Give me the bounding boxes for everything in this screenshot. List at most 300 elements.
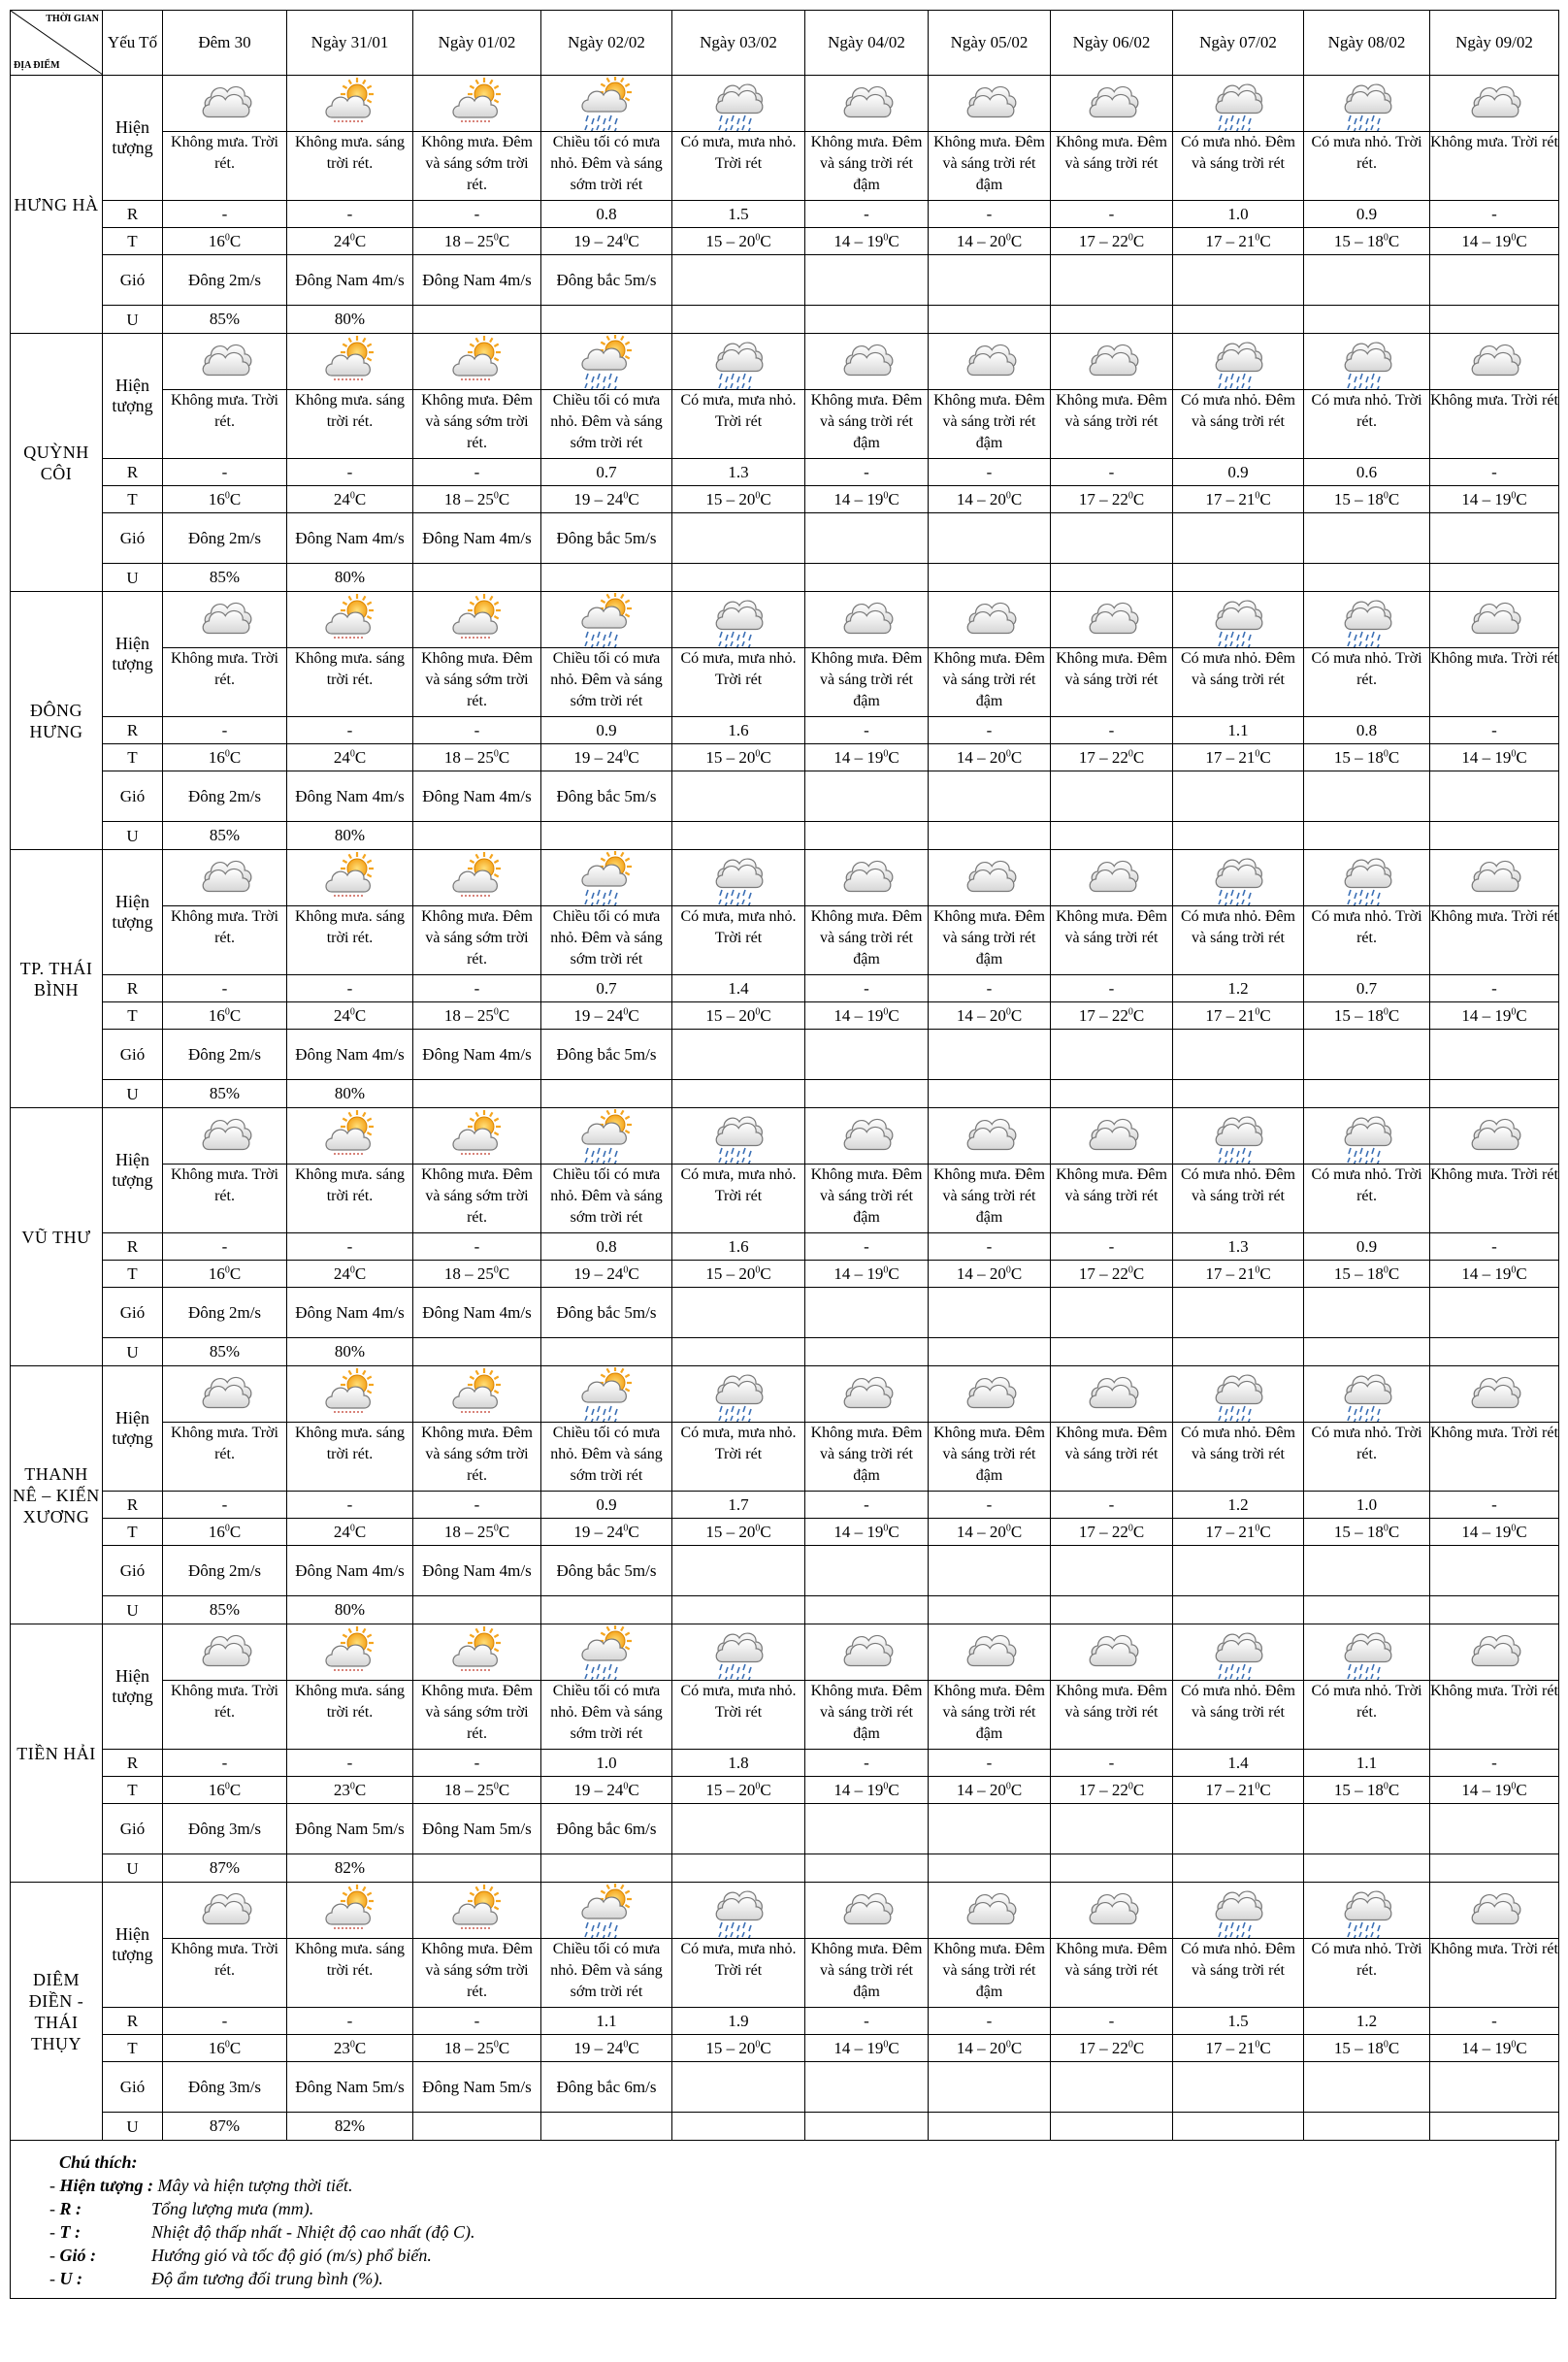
partly-sunny-icon — [287, 334, 413, 390]
wind-value — [929, 2062, 1051, 2113]
rain-cloud-icon — [672, 592, 805, 648]
degree-mark: 0 — [349, 1780, 355, 1791]
degree-mark: 0 — [1255, 1005, 1260, 1017]
element-humidity-label: U — [103, 2113, 163, 2141]
temperature-unit: C — [229, 1263, 242, 1283]
cloudy-icon — [163, 1108, 287, 1165]
element-phenomenon-label: Hiện tượng — [103, 850, 163, 975]
temperature-unit: C — [888, 2038, 899, 2057]
wind-value — [805, 1288, 929, 1338]
rain-value: - — [163, 2008, 287, 2035]
humidity-value: 87% — [163, 1854, 287, 1883]
temperature-range: 19 – 24 — [573, 231, 624, 250]
weather-description: Chiều tối có mưa nhỏ. Đêm và sáng sớm trời rét — [541, 1939, 672, 2008]
humidity-value — [413, 1080, 541, 1108]
temperature-range: 16 — [208, 489, 225, 508]
rain-value: - — [1051, 2008, 1173, 2035]
sun-rain-icon — [541, 1883, 672, 1939]
element-wind-label: Gió — [103, 1546, 163, 1596]
temperature-value — [805, 1002, 929, 1030]
weather-description: Không mưa. Đêm và sáng trời rét đậm — [929, 1423, 1051, 1492]
rain-cloud-icon — [672, 334, 805, 390]
wind-value: Đông Nam 5m/s — [287, 2062, 413, 2113]
weather-description: Không mưa. Đêm và sáng trời rét — [1051, 906, 1173, 975]
wind-value — [1430, 1804, 1559, 1854]
weather-description: Không mưa. Đêm và sáng trời rét — [1051, 1165, 1173, 1233]
temperature-range: 14 – 20 — [956, 747, 1006, 767]
temperature-row — [11, 228, 1559, 255]
weather-description: Không mưa. Đêm và sáng sớm trời rét. — [413, 1939, 541, 2008]
humidity-value — [1173, 306, 1304, 334]
temperature-range: 17 – 22 — [1078, 747, 1128, 767]
rain-cloud-icon — [1173, 76, 1304, 132]
temperature-range: 14 – 19 — [833, 1780, 884, 1799]
wind-row — [11, 1288, 1559, 1338]
cloudy-icon — [1051, 592, 1173, 648]
location-name: ĐÔNG HƯNG — [11, 592, 103, 850]
temperature-unit: C — [1010, 1263, 1023, 1283]
wind-value: Đông 2m/s — [163, 771, 287, 822]
sun-rain-icon — [541, 592, 672, 648]
humidity-value — [1051, 306, 1173, 334]
temperature-range: 15 – 18 — [1333, 489, 1384, 508]
temperature-value — [163, 1261, 287, 1288]
degree-mark: 0 — [1383, 1263, 1388, 1275]
note-item: - Gió : Hướng gió và tốc độ gió (m/s) phổ biến. — [49, 2246, 432, 2265]
weather-description: Không mưa. sáng trời rét. — [287, 390, 413, 459]
wind-row — [11, 2062, 1559, 2113]
temperature-unit: C — [760, 1522, 771, 1541]
weather-description: Không mưa. Đêm và sáng sớm trời rét. — [413, 1423, 541, 1492]
temperature-value — [1051, 1519, 1173, 1546]
temperature-value — [1304, 744, 1430, 771]
cloudy-icon — [929, 850, 1051, 906]
humidity-value — [805, 306, 929, 334]
temperature-value — [1304, 1777, 1430, 1804]
element-phenomenon-label: Hiện tượng — [103, 1366, 163, 1492]
temperature-unit: C — [354, 2038, 367, 2057]
temperature-unit: C — [888, 1522, 899, 1541]
weather-description: Không mưa. Trời rét — [1430, 1939, 1559, 2008]
temperature-unit: C — [354, 1263, 367, 1283]
rain-value: - — [805, 717, 929, 744]
degree-mark: 0 — [1127, 2038, 1133, 2050]
rain-row — [11, 1492, 1559, 1519]
weather-description: Không mưa. Đêm và sáng trời rét đậm — [929, 132, 1051, 201]
rain-value: 1.6 — [672, 1233, 805, 1261]
rain-value: - — [1051, 975, 1173, 1002]
degree-mark: 0 — [883, 489, 889, 501]
rain-value: - — [287, 717, 413, 744]
weather-description: Chiều tối có mưa nhỏ. Đêm và sáng sớm trời rét — [541, 132, 672, 201]
rain-value: - — [163, 717, 287, 744]
temperature-range: 24 — [333, 747, 350, 767]
weather-description: Không mưa. Trời rét. — [163, 132, 287, 201]
temperature-unit: C — [1132, 1522, 1145, 1541]
weather-description: Không mưa. Đêm và sáng sớm trời rét. — [413, 906, 541, 975]
weather-description: Không mưa. Đêm và sáng trời rét đậm — [805, 1939, 929, 2008]
degree-mark: 0 — [623, 489, 629, 501]
cloudy-icon — [805, 1366, 929, 1423]
weather-description: Có mưa nhỏ. Đêm và sáng trời rét — [1173, 1165, 1304, 1233]
weather-description: Không mưa. Trời rét — [1430, 1681, 1559, 1750]
temperature-unit: C — [1388, 1780, 1400, 1799]
temperature-unit: C — [1516, 747, 1527, 767]
location-block-row — [11, 850, 1559, 906]
weather-description: Không mưa. Trời rét. — [163, 906, 287, 975]
wind-value: Đông Nam 4m/s — [413, 255, 541, 306]
element-rain-label: R — [103, 1492, 163, 1519]
wind-value — [1304, 255, 1430, 306]
humidity-value — [929, 2113, 1051, 2141]
temperature-value — [929, 744, 1051, 771]
rain-value: - — [805, 201, 929, 228]
cloudy-icon — [805, 592, 929, 648]
temperature-value — [163, 2035, 287, 2062]
humidity-value — [541, 2113, 672, 2141]
humidity-value — [413, 564, 541, 592]
temperature-range: 14 – 20 — [956, 1263, 1006, 1283]
degree-mark: 0 — [883, 1780, 889, 1791]
wind-value — [1173, 255, 1304, 306]
rain-value: - — [1051, 201, 1173, 228]
temperature-range: 14 – 19 — [1461, 1263, 1512, 1283]
description-row — [11, 1681, 1559, 1750]
rain-value: - — [287, 2008, 413, 2035]
temperature-unit: C — [888, 1005, 899, 1025]
temperature-unit: C — [354, 747, 367, 767]
cloudy-icon — [1430, 76, 1559, 132]
rain-value: 1.3 — [1173, 1233, 1304, 1261]
degree-mark: 0 — [755, 2038, 761, 2050]
temperature-value — [163, 744, 287, 771]
wind-value — [672, 1288, 805, 1338]
degree-mark: 0 — [1005, 747, 1011, 759]
temperature-row — [11, 1002, 1559, 1030]
weather-description: Không mưa. Đêm và sáng trời rét đậm — [929, 390, 1051, 459]
wind-value: Đông Nam 5m/s — [287, 1804, 413, 1854]
temperature-range: 14 – 19 — [1461, 1780, 1512, 1799]
humidity-value — [929, 822, 1051, 850]
temperature-range: 17 – 21 — [1205, 231, 1256, 250]
temperature-range: 14 – 19 — [833, 1522, 884, 1541]
temperature-range: 17 – 21 — [1205, 2038, 1256, 2057]
wind-value — [1304, 513, 1430, 564]
rain-row — [11, 2008, 1559, 2035]
humidity-value — [1051, 2113, 1173, 2141]
weather-description: Có mưa, mưa nhỏ. Trời rét — [672, 648, 805, 717]
temperature-value — [929, 1777, 1051, 1804]
humidity-row — [11, 1338, 1559, 1366]
humidity-value — [1430, 1854, 1559, 1883]
rain-value: - — [1430, 459, 1559, 486]
rain-value: 1.4 — [1173, 1750, 1304, 1777]
rain-cloud-icon — [672, 1624, 805, 1681]
cloudy-icon — [1051, 334, 1173, 390]
wind-value: Đông 3m/s — [163, 1804, 287, 1854]
rain-value: - — [929, 1750, 1051, 1777]
element-wind-label: Gió — [103, 255, 163, 306]
element-wind-label: Gió — [103, 771, 163, 822]
humidity-value: 85% — [163, 1080, 287, 1108]
rain-value: - — [1430, 2008, 1559, 2035]
temperature-unit: C — [354, 1005, 367, 1025]
rain-cloud-icon — [1304, 592, 1430, 648]
humidity-value — [541, 564, 672, 592]
temperature-range: 14 – 20 — [956, 1522, 1006, 1541]
temperature-value — [541, 1777, 672, 1804]
temperature-unit: C — [1388, 1263, 1400, 1283]
rain-value: - — [929, 717, 1051, 744]
temperature-range: 19 – 24 — [573, 1522, 624, 1541]
humidity-value — [541, 822, 672, 850]
temperature-unit: C — [1259, 2038, 1271, 2057]
weather-description: Không mưa. Đêm và sáng sớm trời rét. — [413, 1681, 541, 1750]
temperature-range: 14 – 19 — [1461, 489, 1512, 508]
temperature-unit: C — [229, 1522, 242, 1541]
humidity-value — [929, 1596, 1051, 1624]
degree-mark: 0 — [755, 1522, 761, 1533]
temperature-unit: C — [1259, 489, 1271, 508]
wind-value — [1051, 1288, 1173, 1338]
temperature-value — [1051, 486, 1173, 513]
wind-value — [672, 2062, 805, 2113]
rain-row — [11, 975, 1559, 1002]
element-wind-label: Gió — [103, 1030, 163, 1080]
rain-value: - — [805, 2008, 929, 2035]
temperature-value — [1051, 1777, 1173, 1804]
temperature-unit: C — [1259, 1005, 1271, 1025]
humidity-value — [1430, 822, 1559, 850]
temperature-value — [672, 1261, 805, 1288]
wind-value: Đông Nam 4m/s — [413, 513, 541, 564]
rain-value: 0.9 — [541, 1492, 672, 1519]
humidity-value — [413, 306, 541, 334]
wind-value: Đông 2m/s — [163, 1546, 287, 1596]
degree-mark: 0 — [623, 1780, 629, 1791]
cloudy-icon — [929, 1366, 1051, 1423]
location-name: TIỀN HẢI — [11, 1624, 103, 1883]
temperature-row — [11, 1777, 1559, 1804]
weather-description: Không mưa. sáng trời rét. — [287, 906, 413, 975]
degree-mark: 0 — [755, 489, 761, 501]
temperature-unit: C — [1010, 489, 1023, 508]
element-humidity-label: U — [103, 1854, 163, 1883]
temperature-range: 19 – 24 — [573, 2038, 624, 2057]
humidity-row — [11, 2113, 1559, 2141]
temperature-range: 17 – 22 — [1078, 2038, 1128, 2057]
cloudy-icon — [805, 1624, 929, 1681]
weather-description: Có mưa nhỏ. Đêm và sáng trời rét — [1173, 1423, 1304, 1492]
wind-value — [1304, 771, 1430, 822]
rain-value: - — [1430, 717, 1559, 744]
wind-value — [1051, 513, 1173, 564]
cloudy-icon — [1430, 1624, 1559, 1681]
degree-mark: 0 — [623, 2038, 629, 2050]
rain-value: - — [413, 717, 541, 744]
rain-value: - — [929, 459, 1051, 486]
temperature-value — [672, 1519, 805, 1546]
degree-mark: 0 — [1255, 1780, 1260, 1791]
temperature-unit: C — [760, 1263, 771, 1283]
humidity-value — [1051, 564, 1173, 592]
weather-description: Có mưa nhỏ. Trời rét. — [1304, 1423, 1430, 1492]
temperature-range: 14 – 19 — [833, 489, 884, 508]
humidity-row — [11, 1080, 1559, 1108]
cloudy-icon — [163, 850, 287, 906]
temperature-row — [11, 1519, 1559, 1546]
temperature-value — [1173, 1261, 1304, 1288]
degree-mark: 0 — [224, 1263, 230, 1275]
partly-sunny-icon — [413, 850, 541, 906]
note-text: Nhiệt độ thấp nhất - Nhiệt độ cao nhất (độ C). — [151, 2222, 475, 2242]
temperature-unit: C — [1388, 1522, 1400, 1541]
wind-value — [1304, 1030, 1430, 1080]
cloudy-icon — [1430, 1883, 1559, 1939]
rain-cloud-icon — [1304, 334, 1430, 390]
weather-description: Có mưa nhỏ. Đêm và sáng trời rét — [1173, 390, 1304, 459]
humidity-value — [1051, 1080, 1173, 1108]
rain-cloud-icon — [1304, 1624, 1430, 1681]
degree-mark: 0 — [1255, 1263, 1260, 1275]
humidity-value — [1173, 822, 1304, 850]
temperature-value — [287, 1002, 413, 1030]
wind-value: Đông Nam 5m/s — [413, 1804, 541, 1854]
rain-value: - — [163, 201, 287, 228]
temperature-unit: C — [1259, 231, 1271, 250]
temperature-value — [287, 2035, 413, 2062]
temperature-unit: C — [1259, 1263, 1271, 1283]
temperature-unit: C — [628, 747, 639, 767]
wind-value — [929, 255, 1051, 306]
temperature-value — [929, 1002, 1051, 1030]
degree-mark: 0 — [224, 231, 230, 243]
temperature-unit: C — [1259, 1522, 1271, 1541]
temperature-range: 24 — [333, 1263, 350, 1283]
weather-description: Chiều tối có mưa nhỏ. Đêm và sáng sớm trời rét — [541, 390, 672, 459]
rain-value: - — [929, 1492, 1051, 1519]
humidity-value — [1430, 1080, 1559, 1108]
rain-row — [11, 1750, 1559, 1777]
temperature-value — [1430, 1261, 1559, 1288]
temperature-value — [672, 486, 805, 513]
cloudy-icon — [1430, 1366, 1559, 1423]
rain-value: - — [1051, 1492, 1173, 1519]
element-phenomenon-label: Hiện tượng — [103, 1108, 163, 1233]
rain-value: 1.5 — [672, 201, 805, 228]
wind-value — [672, 255, 805, 306]
cloudy-icon — [929, 1883, 1051, 1939]
temperature-value — [413, 1519, 541, 1546]
temperature-value — [805, 1261, 929, 1288]
humidity-value: 80% — [287, 822, 413, 850]
rain-cloud-icon — [672, 1108, 805, 1165]
degree-mark: 0 — [1511, 231, 1517, 243]
element-temp-label: T — [103, 1261, 163, 1288]
temperature-range: 16 — [208, 231, 225, 250]
partly-sunny-icon — [287, 1624, 413, 1681]
temperature-range: 14 – 20 — [956, 2038, 1006, 2057]
temperature-unit: C — [498, 231, 510, 250]
wind-value: Đông Nam 4m/s — [413, 771, 541, 822]
weather-description: Không mưa. Đêm và sáng trời rét — [1051, 648, 1173, 717]
weather-description: Có mưa nhỏ. Trời rét. — [1304, 1939, 1430, 2008]
temperature-range: 23 — [333, 1780, 350, 1799]
degree-mark: 0 — [1127, 747, 1133, 759]
element-wind-label: Gió — [103, 1804, 163, 1854]
column-header-4: Ngày 03/02 — [672, 11, 805, 76]
cloudy-icon — [929, 1108, 1051, 1165]
weather-description: Chiều tối có mưa nhỏ. Đêm và sáng sớm trời rét — [541, 1423, 672, 1492]
degree-mark: 0 — [1005, 1005, 1011, 1017]
humidity-value — [672, 1596, 805, 1624]
temperature-unit: C — [888, 747, 899, 767]
note-text: Tổng lượng mưa (mm). — [151, 2199, 314, 2218]
temperature-value — [287, 228, 413, 255]
cloudy-icon — [1430, 592, 1559, 648]
partly-sunny-icon — [413, 76, 541, 132]
temperature-range: 17 – 21 — [1205, 1522, 1256, 1541]
temperature-range: 17 – 21 — [1205, 1780, 1256, 1799]
degree-mark: 0 — [623, 231, 629, 243]
wind-value — [1173, 771, 1304, 822]
column-header-5: Ngày 04/02 — [805, 11, 929, 76]
weather-description: Có mưa nhỏ. Đêm và sáng trời rét — [1173, 906, 1304, 975]
temperature-value — [413, 1261, 541, 1288]
temperature-value — [413, 2035, 541, 2062]
temperature-value — [805, 1777, 929, 1804]
wind-value — [805, 1546, 929, 1596]
wind-value — [1430, 513, 1559, 564]
rain-value: - — [805, 1492, 929, 1519]
degree-mark: 0 — [623, 747, 629, 759]
temperature-value — [1430, 228, 1559, 255]
temperature-range: 14 – 19 — [833, 1005, 884, 1025]
humidity-value — [541, 1854, 672, 1883]
rain-value: - — [1430, 1492, 1559, 1519]
rain-value: - — [1051, 1750, 1173, 1777]
humidity-value — [672, 822, 805, 850]
rain-value: 0.9 — [541, 717, 672, 744]
wind-value: Đông 2m/s — [163, 255, 287, 306]
degree-mark: 0 — [1005, 2038, 1011, 2050]
temperature-value — [929, 228, 1051, 255]
location-block-row — [11, 1883, 1559, 1939]
temperature-range: 14 – 19 — [1461, 231, 1512, 250]
temperature-unit: C — [229, 489, 242, 508]
legend-notes — [10, 2141, 1556, 2299]
weather-description: Không mưa. Đêm và sáng trời rét — [1051, 390, 1173, 459]
cloudy-icon — [929, 76, 1051, 132]
temperature-range: 17 – 22 — [1078, 1005, 1128, 1025]
humidity-value — [413, 1854, 541, 1883]
temperature-range: 14 – 20 — [956, 1780, 1006, 1799]
sun-rain-icon — [541, 1366, 672, 1423]
weather-description: Không mưa. Đêm và sáng trời rét đậm — [805, 648, 929, 717]
temperature-range: 14 – 19 — [1461, 747, 1512, 767]
temperature-unit: C — [888, 1780, 899, 1799]
degree-mark: 0 — [1383, 2038, 1388, 2050]
temperature-range: 24 — [333, 489, 350, 508]
rain-cloud-icon — [672, 1366, 805, 1423]
humidity-value: 80% — [287, 564, 413, 592]
element-humidity-label: U — [103, 1596, 163, 1624]
partly-sunny-icon — [287, 1366, 413, 1423]
temperature-range: 17 – 22 — [1078, 1263, 1128, 1283]
temperature-value — [1051, 2035, 1173, 2062]
cloudy-icon — [805, 850, 929, 906]
partly-sunny-icon — [413, 1108, 541, 1165]
